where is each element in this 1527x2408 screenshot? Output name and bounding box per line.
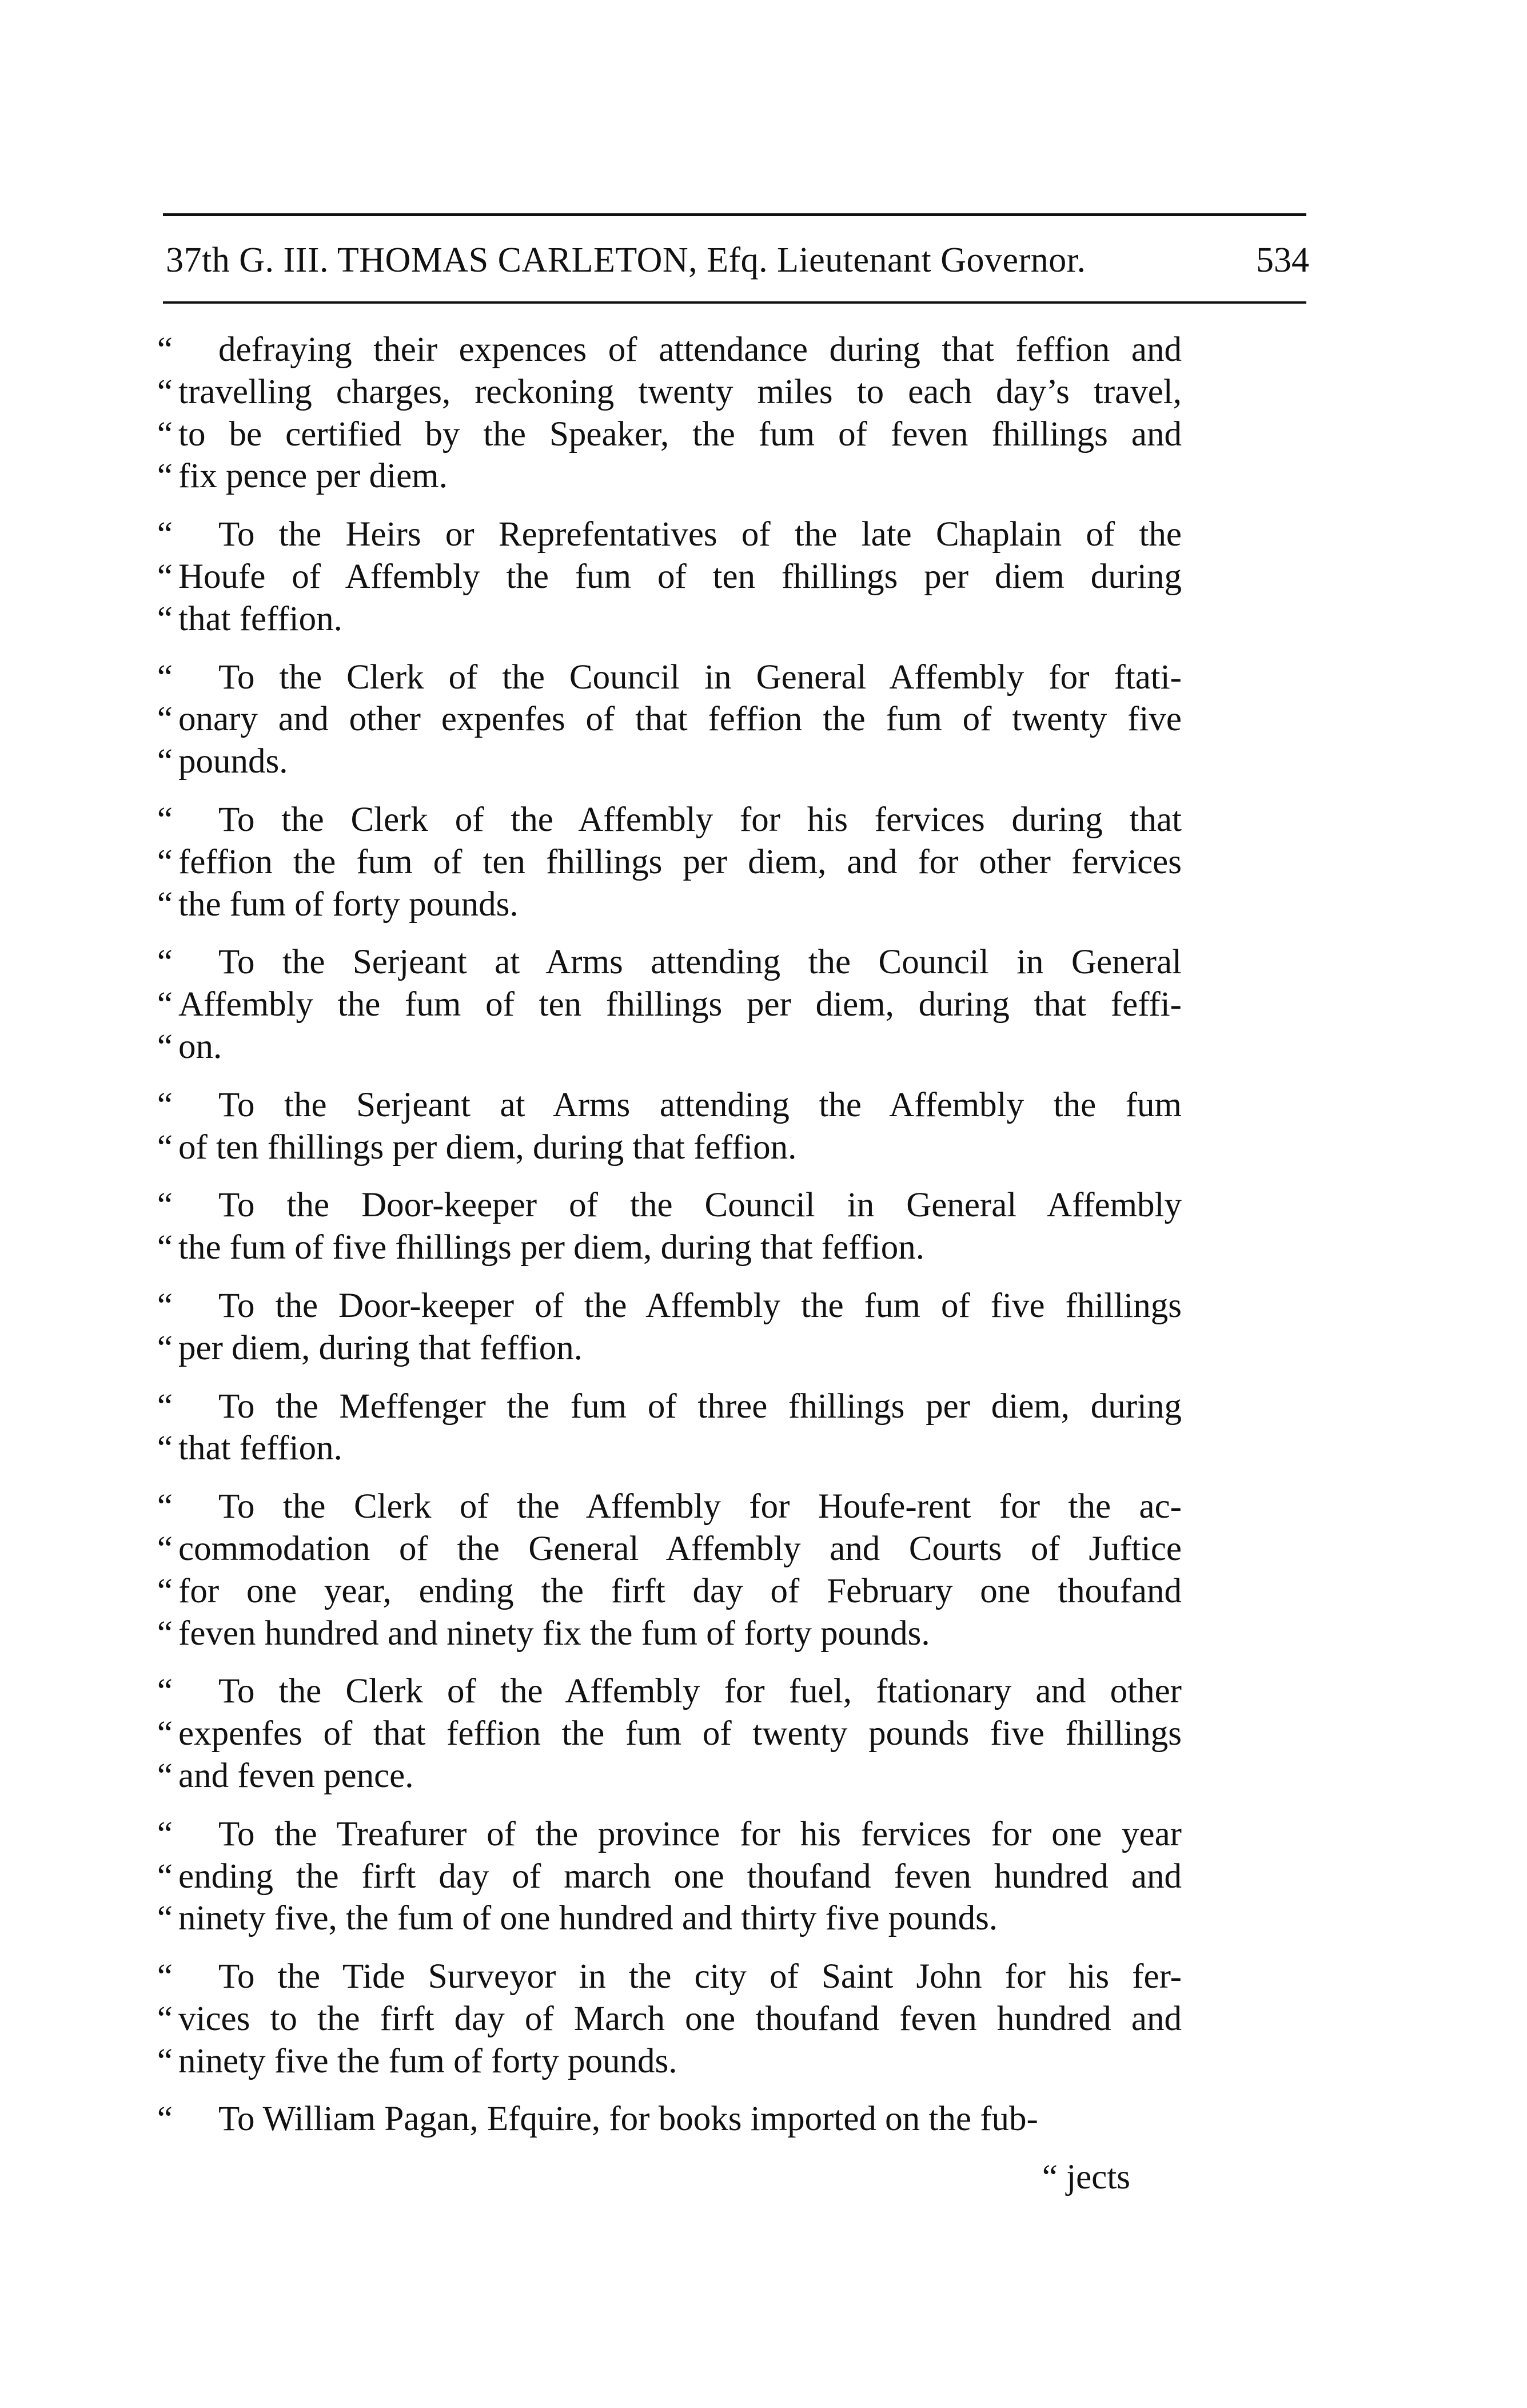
line-text: travelling charges, reckoning twenty miles to each day’s travel, xyxy=(178,372,1182,411)
text-line xyxy=(133,1813,1182,1856)
text-line xyxy=(133,698,1182,741)
text-line xyxy=(133,1998,1182,2040)
page-number: 534 xyxy=(1256,241,1309,280)
paragraph xyxy=(133,656,1182,783)
line-text: To William Pagan, Efquire, for books imported on the fub- xyxy=(218,2100,1038,2139)
running-head: 37th G. III. THOMAS CARLETON, Efq. Lieutenant Governor. xyxy=(166,241,1086,280)
text-line xyxy=(133,1127,1182,1169)
text-line xyxy=(133,1755,1182,1797)
catchword: “ jects xyxy=(1042,2158,1130,2197)
text-line xyxy=(133,1613,1182,1655)
text-line xyxy=(133,1026,1182,1068)
line-text: feven hundred and ninety fix the fum of forty pounds. xyxy=(178,1614,930,1653)
line-text: for one year, ending the firft day of February one thoufand xyxy=(178,1571,1182,1610)
text-line xyxy=(133,1713,1182,1755)
header-rule-top xyxy=(163,213,1306,216)
line-text: ninety five the fum of forty pounds. xyxy=(178,2041,677,2080)
quote-mark: “ xyxy=(157,1672,173,1711)
quote-mark: “ xyxy=(157,557,173,596)
text-line xyxy=(133,2098,1182,2140)
line-text: Affembly the fum of ten fhillings per diem, during that feffi- xyxy=(178,985,1182,1024)
text-line xyxy=(133,1670,1182,1713)
quote-mark: “ xyxy=(157,1999,173,2038)
line-text: To the Clerk of the Affembly for fuel, ftationary and other xyxy=(218,1672,1182,1711)
paragraph xyxy=(133,514,1182,640)
quote-mark: “ xyxy=(157,1286,173,1325)
quote-mark: “ xyxy=(157,800,173,839)
paragraph xyxy=(133,799,1182,925)
quote-mark: “ xyxy=(157,1529,173,1568)
quote-mark: “ xyxy=(157,700,173,739)
line-text: To the Clerk of the Affembly for Houfe-rent for the ac- xyxy=(218,1487,1182,1526)
quote-mark: “ xyxy=(157,1027,173,1066)
text-line xyxy=(133,1084,1182,1127)
quote-mark: “ xyxy=(157,331,173,369)
line-text: that feffion. xyxy=(178,1429,342,1468)
quote-mark: “ xyxy=(157,1085,173,1124)
quote-mark: “ xyxy=(157,1128,173,1167)
quote-mark: “ xyxy=(157,1328,173,1367)
quote-mark: “ xyxy=(157,1228,173,1267)
paragraph xyxy=(133,1956,1182,2082)
line-text: ninety five, the fum of one hundred and thirty five pounds. xyxy=(178,1899,998,1938)
quote-mark: “ xyxy=(157,1957,173,1996)
line-text: To the Clerk of the Affembly for his fervices during that xyxy=(218,800,1182,839)
header-rule-bottom xyxy=(163,301,1306,304)
line-text: per diem, during that feffion. xyxy=(178,1328,583,1367)
paragraph xyxy=(133,1285,1182,1370)
quote-mark: “ xyxy=(157,1487,173,1526)
quote-mark: “ xyxy=(157,1814,173,1853)
quote-mark: “ xyxy=(157,1857,173,1896)
line-text: to be certified by the Speaker, the fum of feven fhillings and xyxy=(178,415,1182,453)
text-line xyxy=(133,329,1182,371)
text-line xyxy=(133,883,1182,926)
line-text: and feven pence. xyxy=(178,1756,414,1795)
paragraph xyxy=(133,941,1182,1068)
line-text: To the Clerk of the Council in General Affembly for ftati- xyxy=(218,658,1182,696)
text-line xyxy=(133,514,1182,556)
quote-mark: “ xyxy=(157,1571,173,1610)
text-line xyxy=(133,598,1182,640)
line-text: To the Serjeant at Arms attending the Affembly the fum xyxy=(218,1085,1182,1124)
quote-mark: “ xyxy=(157,599,173,638)
quote-mark: “ xyxy=(157,1387,173,1426)
quote-mark: “ xyxy=(157,415,173,453)
line-text: defraying their expences of attendance during that feffion and xyxy=(218,331,1182,369)
text-line xyxy=(133,941,1182,984)
text-line xyxy=(133,1227,1182,1269)
paragraph xyxy=(133,1670,1182,1797)
line-text: pounds. xyxy=(178,742,288,781)
paragraph xyxy=(133,1084,1182,1169)
body-text xyxy=(133,329,1182,2199)
line-text: To the Tide Surveyor in the city of Saint John for his fer- xyxy=(218,1957,1182,1996)
text-line xyxy=(133,1956,1182,1998)
quote-mark: “ xyxy=(157,1429,173,1468)
text-line xyxy=(133,455,1182,497)
paragraph xyxy=(133,1813,1182,1940)
line-text: To the Meffenger the fum of three fhillings per diem, during xyxy=(218,1387,1182,1426)
quote-mark: “ xyxy=(157,372,173,411)
line-text: To the Heirs or Reprefentatives of the late Chaplain of the xyxy=(218,515,1182,554)
quote-mark: “ xyxy=(157,515,173,554)
quote-mark: “ xyxy=(157,1186,173,1225)
text-line xyxy=(133,413,1182,456)
line-text: expenfes of that feffion the fum of twenty pounds five fhillings xyxy=(178,1714,1182,1753)
text-line xyxy=(133,841,1182,883)
quote-mark: “ xyxy=(157,457,173,496)
quote-mark: “ xyxy=(157,1756,173,1795)
text-line xyxy=(133,1856,1182,1898)
text-line xyxy=(133,2040,1182,2083)
text-line xyxy=(133,1528,1182,1570)
line-text: To the Treafurer of the province for his fervices for one year xyxy=(218,1814,1182,1853)
line-text: ending the firft day of march one thoufand feven hundred and xyxy=(178,1857,1182,1896)
quote-mark: “ xyxy=(157,842,173,881)
line-text: Houfe of Affembly the fum of ten fhillings per diem during xyxy=(178,557,1182,596)
line-text: commodation of the General Affembly and Courts of Juftice xyxy=(178,1529,1182,1568)
text-line xyxy=(133,984,1182,1026)
text-line xyxy=(133,1427,1182,1470)
quote-mark: “ xyxy=(157,1899,173,1938)
line-text: that feffion. xyxy=(178,599,342,638)
quote-mark: “ xyxy=(157,658,173,696)
paragraph xyxy=(133,1184,1182,1269)
text-line xyxy=(133,1386,1182,1428)
line-text: To the Door-keeper of the Council in General Affembly xyxy=(218,1186,1182,1225)
line-text: feffion the fum of ten fhillings per diem, and for other fervices xyxy=(178,842,1182,881)
text-line xyxy=(133,656,1182,699)
quote-mark: “ xyxy=(157,1714,173,1753)
line-text: on. xyxy=(178,1027,222,1066)
line-text: the fum of forty pounds. xyxy=(178,885,519,924)
quote-mark: “ xyxy=(157,885,173,924)
text-line xyxy=(133,371,1182,413)
paragraph xyxy=(133,1486,1182,1654)
text-line xyxy=(133,1570,1182,1613)
text-line xyxy=(133,799,1182,841)
text-line xyxy=(133,741,1182,783)
quote-mark: “ xyxy=(157,1614,173,1653)
running-header xyxy=(166,229,1309,292)
text-line xyxy=(133,556,1182,598)
paragraph xyxy=(133,329,1182,497)
text-line xyxy=(133,1327,1182,1370)
text-line xyxy=(133,1184,1182,1227)
quote-mark: “ xyxy=(157,2041,173,2080)
text-line xyxy=(133,1897,1182,1940)
text-line xyxy=(133,1486,1182,1528)
quote-mark: “ xyxy=(157,985,173,1024)
paragraph xyxy=(133,2098,1182,2140)
line-text: onary and other expenfes of that feffion the fum of twenty five xyxy=(178,700,1182,739)
paragraph xyxy=(133,1386,1182,1470)
line-text: the fum of five fhillings per diem, during that feffion. xyxy=(178,1228,924,1267)
line-text: fix pence per diem. xyxy=(178,457,448,496)
text-line xyxy=(133,1285,1182,1327)
quote-mark: “ xyxy=(157,943,173,982)
quote-mark: “ xyxy=(157,742,173,781)
line-text: To the Serjeant at Arms attending the Council in General xyxy=(218,943,1182,982)
quote-mark: “ xyxy=(157,2100,173,2139)
line-text: vices to the firft day of March one thoufand feven hundred and xyxy=(178,1999,1182,2038)
line-text: To the Door-keeper of the Affembly the fum of five fhillings xyxy=(218,1286,1182,1325)
line-text: of ten fhillings per diem, during that feffion. xyxy=(178,1128,797,1167)
